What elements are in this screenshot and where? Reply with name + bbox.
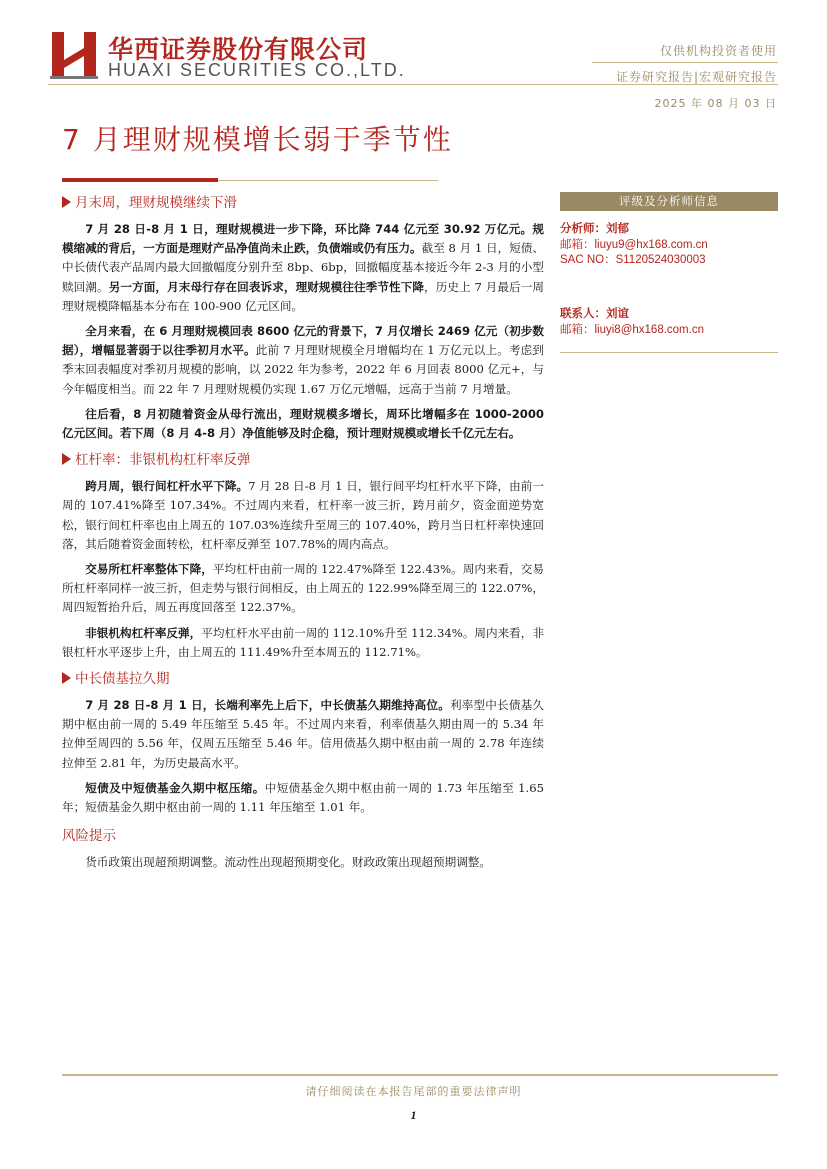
contact-line <box>560 306 778 322</box>
title-underline-red <box>62 178 218 182</box>
risk-heading: 风险提示 <box>62 828 116 845</box>
body-text: 中短债基金久期中枢由前一周的 1.73 年压缩至 1.65 年；短债基金久期中枢由前一周的 1.11 年压缩至 1.01 年。 <box>62 780 544 815</box>
risk-text: 货币政策出现超预期调整。流动性出现超预期变化。财政政策出现超预期调整。 <box>85 855 491 870</box>
analyst-panel-divider <box>560 352 778 353</box>
analyst-panel <box>560 192 778 353</box>
title-underline-gold <box>218 180 438 181</box>
emphasis-text: 7 月 28 日-8 月 1 日，理财规模进一步下降，环比降 744 亿元至 30.92 万亿元。规模缩减的背后，一方面是理财产品净值尚未止跌，负债端或仍有压力。 <box>62 222 544 256</box>
main-content <box>62 192 544 872</box>
analyst-label: 分析师： <box>560 221 606 235</box>
triangle-bullet-icon <box>62 672 71 684</box>
body-text: 平均杠杆水平由前一周的 112.10%升至 112.34%。周内来看，非银杠杆水平逐步上升，由上周五的 111.49%升至本周五的 112.71%。 <box>62 625 544 659</box>
emphasis-text: 往后看，8 月初随着资金从母行流出，理财规模多增长，周环比增幅多在 1000-2000 亿元区间。若下周（8 月 4-8 月）净值能够及时企稳，预计理财规模或增长千亿元左右。 <box>62 406 544 441</box>
emphasis-text: 短债及中短债基金久期中枢压缩。 <box>85 780 265 795</box>
contact-name: 刘谊 <box>606 306 629 320</box>
analyst-name: 刘郁 <box>606 221 629 235</box>
emphasis-text: 7 月 28 日-8 月 1 日，长端利率先上后下，中长债基久期维持高位。 <box>85 698 450 713</box>
report-title: 7 月理财规模增长弱于季节性 <box>62 123 453 156</box>
company-name-cn: 华西证券股份有限公司 <box>108 35 369 64</box>
contact-email-label: 邮箱： <box>560 322 595 336</box>
body-paragraph <box>62 405 544 443</box>
section-heading <box>62 192 544 214</box>
analyst-line <box>560 221 778 237</box>
body-text: 平均杠杆由前一周的 122.47%降至 122.43%。周内来看，交易所杠杆率同样一波三折，但走势与银行间相反，由上周五的 122.99%降至周三的 122.07%，周四短暂抬升后，周五再度回落至 122.37%。 <box>62 562 544 615</box>
company-name-en: HUAXI SECURITIES CO.,LTD. <box>108 60 406 80</box>
emphasis-text: 另一方面，月末母行存在回表诉求，理财规模往往季节性下降 <box>108 279 425 294</box>
huaxi-logo-icon <box>50 30 98 80</box>
contact-email[interactable]: liuyi8@hx168.com.cn <box>594 324 704 336</box>
analyst-panel-title: 评级及分析师信息 <box>560 192 778 211</box>
body-paragraph <box>62 477 544 554</box>
emphasis-text: 全月来看，在 6 月理财规模回表 8600 亿元的背景下，7 月仅增长 2469 亿元（初步数据），增幅显著弱于以往季初月水平。 <box>62 324 544 358</box>
triangle-bullet-icon <box>62 196 71 208</box>
body-text: 截至 8 月 1 日，短债、中长债代表产品周内最大回撤幅度分别升至 8bp、6bp，回撤幅度基本接近今年 2-3 月的小型赎回潮。 <box>62 241 544 294</box>
section-heading <box>62 449 544 471</box>
section-heading-text: 中长债基拉久期 <box>75 671 170 688</box>
audience-note: 仅供机构投资者使用 <box>659 44 777 58</box>
body-text: 利率型中长债基久期中枢由前一周的 5.49 年压缩至 5.45 年。不过周内来看，利率债基久期由周一的 5.34 年拉伸至周四的 5.56 年，仅周五压缩至 5.46 年。信用债基久期中枢由前一周的 2.78 年连续拉伸至 2.81 年，为历史最高水平。 <box>62 698 544 770</box>
report-type: 证券研究报告|宏观研究报告 <box>615 70 777 84</box>
triangle-bullet-icon <box>62 453 71 465</box>
section-heading-text: 杠杆率：非银机构杠杆率反弹 <box>75 452 251 469</box>
footer-divider <box>62 1074 778 1076</box>
contact-label: 联系人： <box>560 306 606 320</box>
body-paragraph <box>62 322 544 399</box>
body-paragraph <box>62 624 544 662</box>
sac-number: S1120524030003 <box>615 254 706 266</box>
body-paragraph <box>62 779 544 817</box>
analyst-email-label: 邮箱： <box>560 237 595 251</box>
body-paragraph <box>62 220 544 316</box>
emphasis-text: 非银机构杠杆率反弹， <box>85 625 202 640</box>
section-heading <box>62 668 544 690</box>
legal-disclaimer: 请仔细阅读在本报告尾部的重要法律声明 <box>305 1085 522 1098</box>
body-paragraph <box>62 696 544 773</box>
page-number: 1 <box>410 1108 417 1122</box>
section-heading-text: 月末周，理财规模继续下滑 <box>75 195 237 211</box>
analyst-email-line <box>560 237 778 253</box>
body-text: ，历史上 7 月最后一周理财规模降幅基本分布在 100-900 亿元区间。 <box>62 279 544 313</box>
emphasis-text: 交易所杠杆率整体下降， <box>85 562 213 577</box>
report-date: 2025 年 08 月 03 日 <box>654 97 777 110</box>
body-paragraph <box>62 560 544 618</box>
emphasis-text: 跨月周，银行间杠杆水平下降。 <box>85 479 249 494</box>
body-text: 此前 7 月理财规模全月增幅均在 1 万亿元以上。考虑到季末回表幅度对季初月规模的影响，以 2022 年为参考，2022 年 6 月回表 8000 亿元+，与今年幅度相当。而 22 年 7 月理财规模仍实现 1.67 万亿元增幅，远高于当前 7 月增量。 <box>62 343 544 396</box>
body-text: 7 月 28 日-8 月 1 日，银行间平均杠杆水平下降，由前一周的 107.41%降至 107.34%。不过周内来看，杠杆率一波三折，跨月前夕，资金面逆势宽松，银行间杠杆率也由上周五的 107.03%连续升至周三的 107.40%，跨月当日杠杆率快速回落，其后随着资金面转松，杠杆率反弹至 107.78%的周内高点。 <box>62 479 544 551</box>
analyst-email[interactable]: liuyu9@hx168.com.cn <box>594 239 708 251</box>
contact-email-line <box>560 322 778 338</box>
sac-line <box>560 253 778 268</box>
sac-label: SAC NO： <box>560 254 616 266</box>
header-right-divider <box>592 62 778 63</box>
